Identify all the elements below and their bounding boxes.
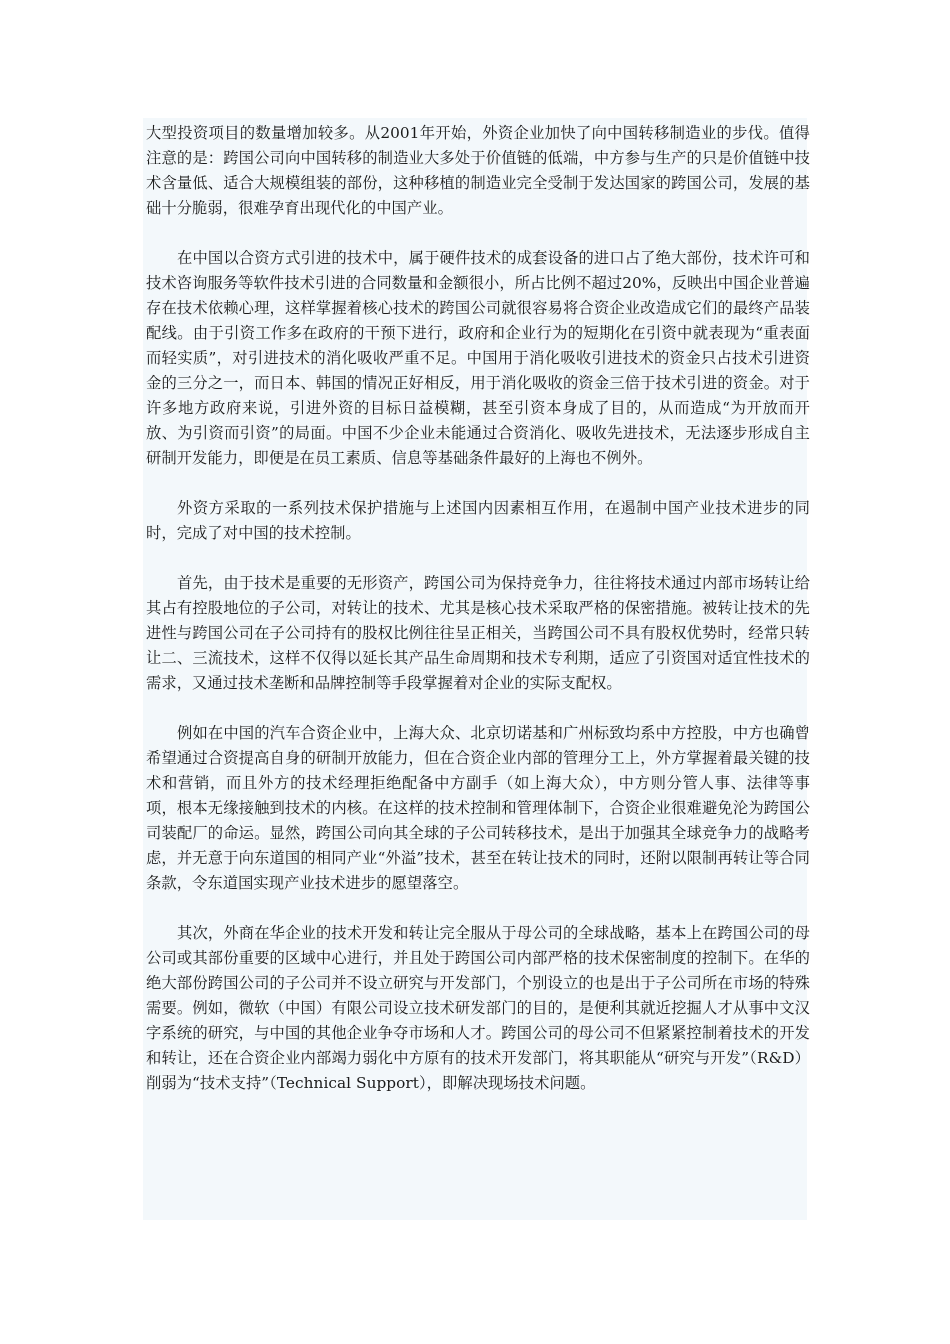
paragraph-2: 在中国以合资方式引进的技术中，属于硬件技术的成套设备的进口占了绝大部份，技术许可和技术咨询服务等软件技术引进的合同数量和金额很小，所占比例不超过20%，反映出中国企业普遍存在技术依赖心理，这样掌握着核心技术的跨国公司就很容易将合资企业改造成它们的最终产品装配线。由于引资工作多在政府的干预下进行，政府和企业行为的短期化在引资中就表现为“重表面而轻实质”，对引进技术的消化吸收严重不足。中国用于消化吸收引进技术的资金只占技术引进资金的三分之一，而日本、韩国的情况正好相反，用于消化吸收的资金三倍于技术引进的资金。对于许多地方政府来说，引进外资的目标日益模糊，甚至引资本身成了目的，从而造成“为开放而开放、为引资而引资”的局面。中国不少企业未能通过合资消化、吸收先进技术，无法逐步形成自主研制开发能力，即便是在员工素质、信息等基础条件最好的上海也不例外。: [146, 249, 810, 467]
paragraph-5: 例如在中国的汽车合资企业中，上海大众、北京切诺基和广州标致均系中方控股，中方也确曾希望通过合资提高自身的研制开放能力，但在合资企业内部的管理分工上，外方掌握着最关键的技术和营销，而且外方的技术经理拒绝配备中方副手（如上海大众），中方则分管人事、法律等事项，根本无缘接触到技术的内核。在这样的技术控制和管理体制下，合资企业很难避免沦为跨国公司装配厂的命运。显然，跨国公司向其全球的子公司转移技术，是出于加强其全球竞争力的战略考虑，并无意于向东道国的相同产业“外溢”技术，甚至在转让技术的同时，还附以限制再转让等合同条款，令东道国实现产业技术进步的愿望落空。: [146, 724, 810, 892]
paragraph-1: 大型投资项目的数量增加较多。从2001年开始，外资企业加快了向中国转移制造业的步伐。值得注意的是：跨国公司向中国转移的制造业大多处于价值链的低端，中方参与生产的只是价值链中技术含量低、适合大规模组装的部份，这种移植的制造业完全受制于发达国家的跨国公司，发展的基础十分脆弱，很难孕育出现代化的中国产业。: [146, 124, 810, 217]
paragraph-6: 其次，外商在华企业的技术开发和转让完全服从于母公司的全球战略，基本上在跨国公司的母公司或其部份重要的区域中心进行，并且处于跨国公司内部严格的技术保密制度的控制下。在华的绝大部份跨国公司的子公司并不设立研究与开发部门，个别设立的也是出于子公司所在市场的特殊需要。例如，微软（中国）有限公司设立技术研发部门的目的，是便利其就近挖掘人才从事中文汉字系统的研究，与中国的其他企业争夺市场和人才。跨国公司的母公司不但紧紧控制着技术的开发和转让，还在合资企业内部竭力弱化中方原有的技术开发部门，将其职能从“研究与开发”（R&D）削弱为“技术支持”（Technical Support），即解决现场技术问题。: [146, 924, 810, 1092]
paragraph-4: 首先，由于技术是重要的无形资产，跨国公司为保持竞争力，往往将技术通过内部市场转让给其占有控股地位的子公司，对转让的技术、尤其是核心技术采取严格的保密措施。被转让技术的先进性与跨国公司在子公司持有的股权比例往往呈正相关，当跨国公司不具有股权优势时，经常只转让二、三流技术，这样不仅得以延长其产品生命周期和技术专利期，适应了引资国对适宜性技术的需求，又通过技术垄断和品牌控制等手段掌握着对企业的实际支配权。: [146, 574, 810, 692]
article-body: [146, 121, 810, 1096]
paragraph-3: 外资方采取的一系列技术保护措施与上述国内因素相互作用，在遏制中国产业技术进步的同时，完成了对中国的技术控制。: [146, 499, 810, 542]
